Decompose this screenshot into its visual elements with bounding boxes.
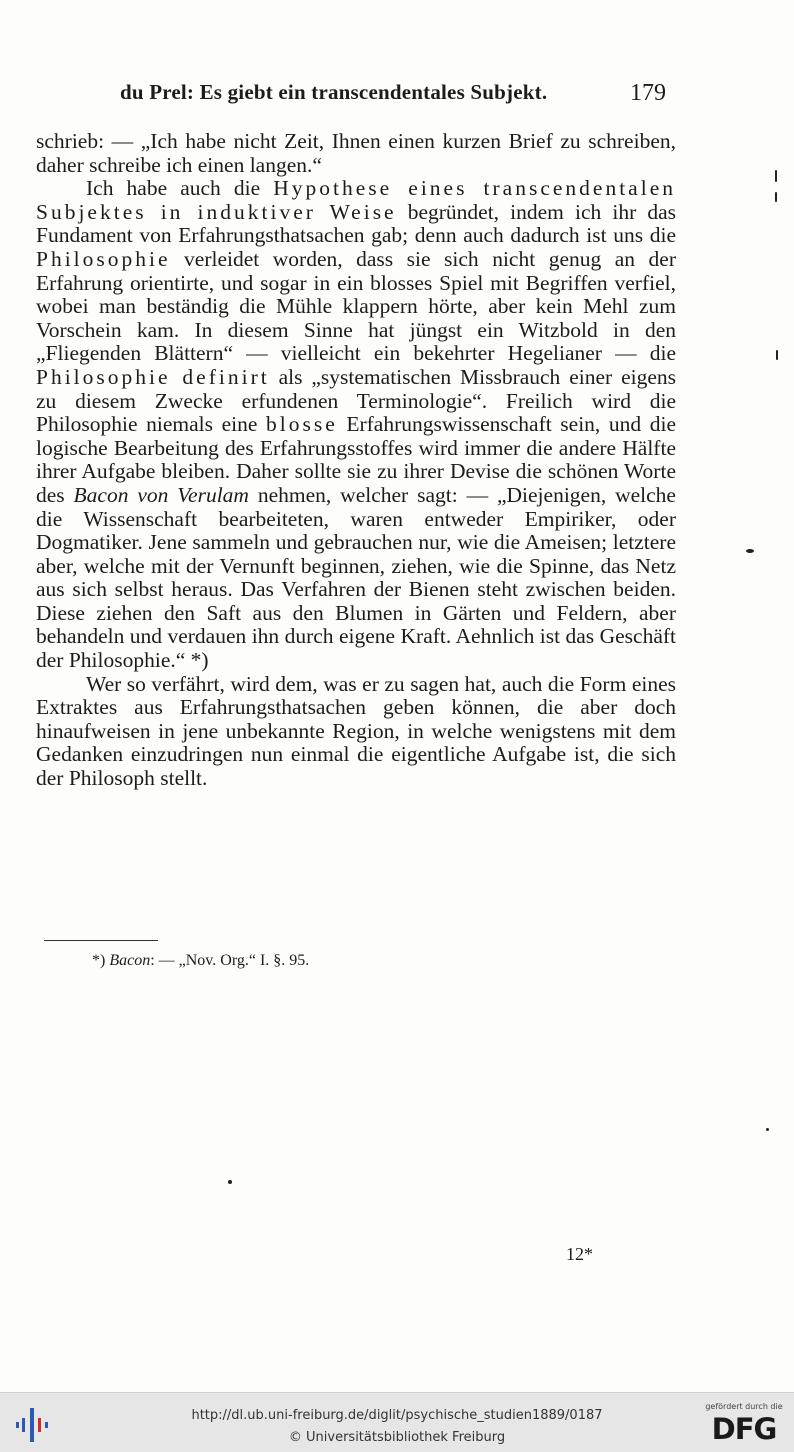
footer-copyright: © Universitätsbibliothek Freiburg — [288, 1430, 506, 1445]
dfg-funding-label: gefördert durch die — [705, 1402, 783, 1411]
paragraph-1: schrieb: — „Ich habe nicht Zeit, Ihnen einen kurzen Brief zu schreiben, daher schreibe ich einen langen.“ — [36, 129, 676, 177]
running-title: du Prel: Es giebt ein transcendentales Subjekt. — [120, 80, 548, 104]
dfg-logo: DFG — [711, 1412, 777, 1446]
paragraph-2-part-e: verleidet worden, dass sie sich nicht genug an der Erfahrung orientirte, und sogar in ein blosses Spiel mit Begriffen verfiel, wobei man beständig die Mühle klappern hörte, aber kein Mehl zum Vorschein kam. In diesem Sinne hat jüngst ein Witzbold in den „Fliegenden Blättern“ — vielleicht ein bekehrter Hegelianer — die — [36, 246, 676, 366]
footer-url-link[interactable]: http://dl.ub.uni-freiburg.de/diglit/psychische_studien1889/0187 — [191, 1408, 603, 1423]
scan-speck — [746, 549, 754, 553]
signature-mark: 12* — [566, 1244, 593, 1264]
emphasis-philosophie-definirt: Philosophie definirt — [36, 364, 270, 389]
body-text — [36, 130, 676, 791]
footnote-reference: : — „Nov. Org.“ I. §. 95. — [150, 952, 310, 969]
footnote — [92, 952, 309, 970]
paragraph-2 — [36, 177, 676, 672]
paragraph-2-part-g: als „systematischen Missbrauch einer eigens zu diesem Zwecke erfundenen Terminologie“. Freilich wird die Philosophie niemals eine — [36, 364, 676, 437]
scan-speck — [766, 1128, 769, 1131]
scan-speck — [775, 170, 777, 182]
paragraph-2-part-c: begründet, indem ich ihr das Fundament von Erfahrungsthatsachen gab; denn auch dadurch ist uns die — [36, 199, 676, 248]
footnote-author: Bacon — [109, 952, 151, 969]
scan-speck — [775, 192, 777, 202]
page-number: 179 — [630, 80, 666, 106]
paragraph-2-part-a: Ich habe auch die — [86, 176, 274, 201]
footnote-divider — [44, 940, 158, 941]
emphasis-bacon-von-verulam: Bacon von Verulam — [73, 482, 249, 507]
emphasis-philosophie: Philosophie — [36, 246, 171, 271]
paragraph-2-part-i: Erfahrungswissenschaft sein, und die logische Bearbeitung des Erfahrungsstoffes wird immer die andere Hälfte ihrer Aufgabe bleiben. Daher sollte sie zu ihrer Devise die schönen Worte des — [36, 412, 676, 507]
emphasis-blosse: blosse — [265, 412, 338, 437]
emphasis-hypothese: Hypothese eines transcendentalen Subjektes in induktiver Weise — [36, 176, 676, 224]
scan-speck — [776, 350, 778, 360]
footnote-marker: *) — [92, 952, 110, 969]
scan-speck — [228, 1180, 232, 1184]
paragraph-3: Wer so verfährt, wird dem, was er zu sagen hat, auch die Form eines Extraktes aus Erfahrungsthatsachen geben können, die aber doch hinaufweisen in jene unbekannte Region, in welche wenigstens mit dem Gedanken einzudringen nun einmal die eigentliche Aufgabe ist, die sich der Philosoph stellt. — [36, 671, 676, 791]
paragraph-2-part-k: nehmen, welcher sagt: — „Diejenigen, welche die Wissenschaft bearbeiteten, waren entweder Empiriker, oder Dogmatiker. Jene sammeln und gebrauchen nur, wie die Ameisen; letztere aber, welche mit der Vernunft beginnen, ziehen, wie die Spinne, das Netz aus sich selbst heraus. Das Verfahren der Bienen steht zwischen beiden. Diese ziehen den Saft aus den Blumen in Gärten und Feldern, aber behandeln und verdauen ihn durch eigene Kraft. Aehnlich ist das Geschäft der Philosophie.“ *) — [36, 482, 676, 673]
